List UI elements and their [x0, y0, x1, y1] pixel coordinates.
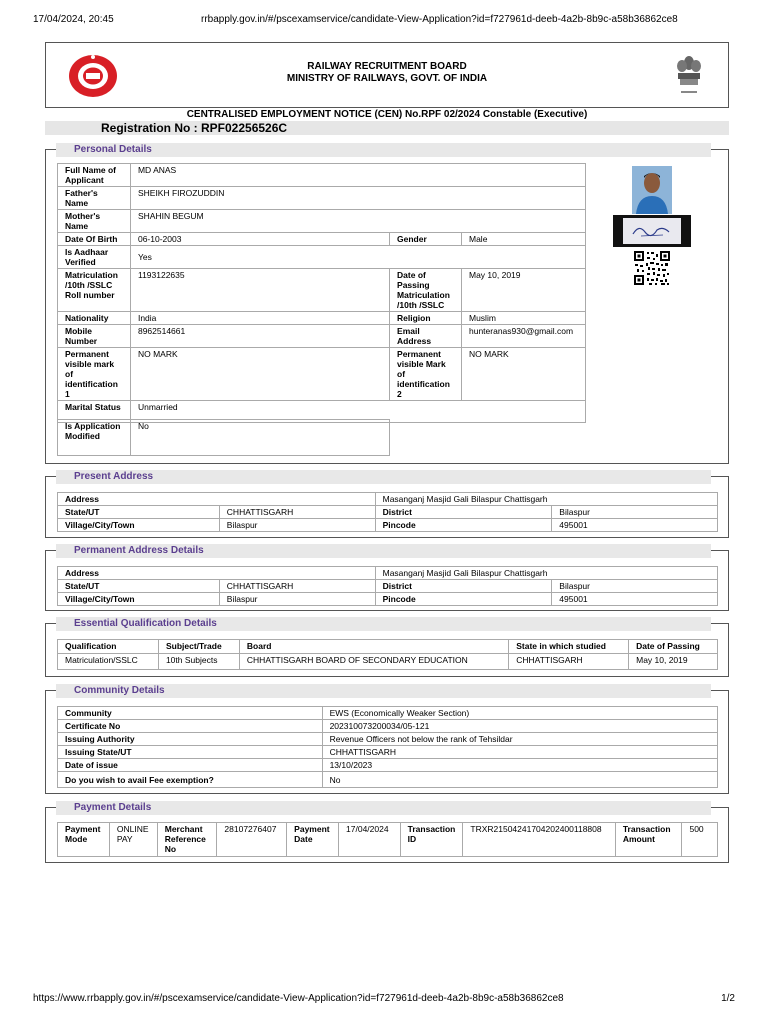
value-marital: Unmarried [130, 401, 585, 423]
label-present-address: Address [58, 493, 376, 506]
section-title: Essential Qualification Details [74, 618, 217, 629]
label-father-name: Father's Name [58, 187, 131, 210]
label-present-state: State/UT [58, 506, 220, 519]
table-header-row [58, 640, 718, 654]
section-title: Personal Details [74, 144, 152, 155]
table-cell: CHHATTISGARH BOARD OF SECONDARY EDUCATION [239, 654, 508, 670]
section-title-bar [56, 470, 711, 484]
value-mobile: 8962514661 [130, 325, 389, 348]
table-row [58, 593, 718, 606]
value-permanent-state: CHHATTISGARH [219, 580, 375, 593]
table-row [58, 567, 718, 580]
applicant-photo-image [632, 166, 672, 214]
section-title-bar [56, 801, 711, 815]
table-row [58, 164, 586, 187]
value-payment-mode: ONLINE PAY [109, 823, 157, 857]
payment-table [57, 822, 718, 857]
registration-number: Registration No : RPF02256526C [101, 121, 288, 135]
section-title-bar [56, 143, 711, 157]
table-row [58, 325, 586, 348]
value-nationality: India [130, 312, 389, 325]
table-row [58, 772, 718, 788]
value-mother-name: SHAHIN BEGUM [130, 210, 585, 233]
label-permanent-village: Village/City/Town [58, 593, 220, 606]
label-issuing-state: Issuing State/UT [58, 746, 323, 759]
table-cell: CHHATTISGARH [509, 654, 629, 670]
table-row [58, 823, 718, 857]
label-mobile: Mobile Number [58, 325, 131, 348]
label-permanent-district: District [375, 580, 552, 593]
value-payment-date: 17/04/2024 [339, 823, 401, 857]
value-issuing-state: CHHATTISGARH [322, 746, 717, 759]
table-row [58, 348, 586, 401]
label-nationality: Nationality [58, 312, 131, 325]
table-row [58, 420, 390, 456]
label-permanent-pincode: Pincode [375, 593, 552, 606]
print-footer [33, 993, 735, 1004]
value-fee-exemption: No [322, 772, 717, 788]
value-present-village: Bilaspur [219, 519, 375, 532]
value-matric-roll: 1193122635 [130, 269, 389, 312]
value-aadhaar: Yes [130, 246, 585, 269]
value-permanent-pincode: 495001 [552, 593, 718, 606]
label-present-pincode: Pincode [375, 519, 552, 532]
label-gender: Gender [390, 233, 462, 246]
column-header: Date of Passing [629, 640, 718, 654]
label-matric-roll: Matriculation /10th /SSLC Roll number [58, 269, 131, 312]
page-number: 1/2 [721, 993, 735, 1004]
table-row [58, 580, 718, 593]
label-certificate-no: Certificate No [58, 720, 323, 733]
table-row [58, 269, 586, 312]
table-row [58, 707, 718, 720]
value-certificate-no: 202310073200034/05-121 [322, 720, 717, 733]
column-header: Qualification [58, 640, 159, 654]
section-title: Permanent Address Details [74, 545, 204, 556]
table-row [58, 733, 718, 746]
value-date-of-issue: 13/10/2023 [322, 759, 717, 772]
section-title: Present Address [74, 471, 154, 482]
ministry-name: MINISTRY OF RAILWAYS, GOVT. OF INDIA [286, 73, 488, 84]
label-transaction-id: Transaction ID [400, 823, 463, 857]
label-full-name: Full Name of Applicant [58, 164, 131, 187]
table-row [58, 720, 718, 733]
label-aadhaar: Is Aadhaar Verified [58, 246, 131, 269]
label-dob: Date Of Birth [58, 233, 131, 246]
section-title: Community Details [74, 685, 165, 696]
qualification-table [57, 639, 718, 670]
value-transaction-id: TRXR21504241704202400118808 [463, 823, 615, 857]
value-full-name: MD ANAS [130, 164, 585, 187]
table-row [58, 519, 718, 532]
column-header: Board [239, 640, 508, 654]
label-permanent-address: Address [58, 567, 376, 580]
section-title-bar [56, 544, 711, 558]
label-mark2: Permanent visible Mark of identification 2 [390, 348, 462, 401]
table-row [58, 506, 718, 519]
table-row [58, 746, 718, 759]
table-cell: May 10, 2019 [629, 654, 718, 670]
qr-code-icon [633, 250, 671, 286]
table-cell: Matriculation/SSLC [58, 654, 159, 670]
cen-notice: CENTRALISED EMPLOYMENT NOTICE (CEN) No.RPF 02/2024 Constable (Executive) [186, 109, 588, 120]
section-title-bar [56, 617, 711, 631]
label-issuing-authority: Issuing Authority [58, 733, 323, 746]
table-row [58, 233, 586, 246]
label-payment-mode: Payment Mode [58, 823, 110, 857]
label-mark1: Permanent visible mark of identification 1 [58, 348, 131, 401]
label-date-of-issue: Date of issue [58, 759, 323, 772]
applicant-signature [613, 215, 691, 247]
value-father-name: SHEIKH FIROZUDDIN [130, 187, 585, 210]
value-present-pincode: 495001 [552, 519, 718, 532]
print-datetime: 17/04/2024, 20:45 [33, 14, 114, 25]
label-modified: Is Application Modified [58, 420, 131, 456]
letterhead [45, 42, 729, 108]
present-address-table [57, 492, 718, 532]
value-issuing-authority: Revenue Officers not below the rank of Tehsildar [322, 733, 717, 746]
footer-url: https://www.rrbapply.gov.in/#/pscexamservice/candidate-View-Application?id=f727961d-deeb-4a2b-8b9c-a58b36862ce8 [33, 993, 564, 1004]
value-present-state: CHHATTISGARH [219, 506, 375, 519]
value-religion: Muslim [462, 312, 586, 325]
permanent-address-table [57, 566, 718, 606]
column-header: State in which studied [509, 640, 629, 654]
label-permanent-state: State/UT [58, 580, 220, 593]
table-row [58, 246, 586, 269]
value-present-address: Masanganj Masjid Gali Bilaspur Chattisgarh [375, 493, 717, 506]
value-permanent-district: Bilaspur [552, 580, 718, 593]
value-dob: 06-10-2003 [130, 233, 389, 246]
label-email: Email Address [390, 325, 462, 348]
label-religion: Religion [390, 312, 462, 325]
print-url: rrbapply.gov.in/#/pscexamservice/candidate-View-Application?id=f727961d-deeb-4a2b-8b9c-a58b36862ce8 [201, 14, 678, 25]
label-marital: Marital Status [58, 401, 131, 423]
table-row [58, 187, 586, 210]
value-permanent-address: Masanganj Masjid Gali Bilaspur Chattisgarh [375, 567, 717, 580]
label-fee-exemption: Do you wish to avail Fee exemption? [58, 772, 323, 788]
table-row [58, 654, 718, 670]
personal-details-table [57, 163, 586, 423]
label-present-village: Village/City/Town [58, 519, 220, 532]
applicant-photo [632, 166, 672, 214]
label-mother-name: Mother's Name [58, 210, 131, 233]
value-gender: Male [462, 233, 586, 246]
ashoka-emblem-icon [674, 51, 704, 101]
column-header: Subject/Trade [158, 640, 239, 654]
value-merchant-ref: 28107276407 [217, 823, 287, 857]
table-cell: 10th Subjects [158, 654, 239, 670]
table-row [58, 759, 718, 772]
board-name: RAILWAY RECRUITMENT BOARD [307, 61, 467, 72]
label-merchant-ref: Merchant Reference No [157, 823, 217, 857]
value-matric-date: May 10, 2019 [462, 269, 586, 312]
application-modified-table [57, 419, 390, 456]
table-row [58, 493, 718, 506]
label-transaction-amount: Transaction Amount [615, 823, 682, 857]
label-present-district: District [375, 506, 552, 519]
value-mark1: NO MARK [130, 348, 389, 401]
registration-bar [45, 121, 729, 135]
value-mark2: NO MARK [462, 348, 586, 401]
value-present-district: Bilaspur [552, 506, 718, 519]
value-community: EWS (Economically Weaker Section) [322, 707, 717, 720]
label-community: Community [58, 707, 323, 720]
table-row [58, 210, 586, 233]
value-permanent-village: Bilaspur [219, 593, 375, 606]
signature-image [623, 218, 681, 244]
value-email: hunteranas930@gmail.com [462, 325, 586, 348]
section-title: Payment Details [74, 802, 152, 813]
value-transaction-amount: 500 [682, 823, 718, 857]
label-matric-date: Date of Passing Matriculation /10th /SSLC [390, 269, 462, 312]
community-table [57, 706, 718, 788]
letterhead-title [46, 61, 728, 85]
label-payment-date: Payment Date [287, 823, 339, 857]
section-title-bar [56, 684, 711, 698]
value-modified: No [130, 420, 389, 456]
table-row [58, 312, 586, 325]
